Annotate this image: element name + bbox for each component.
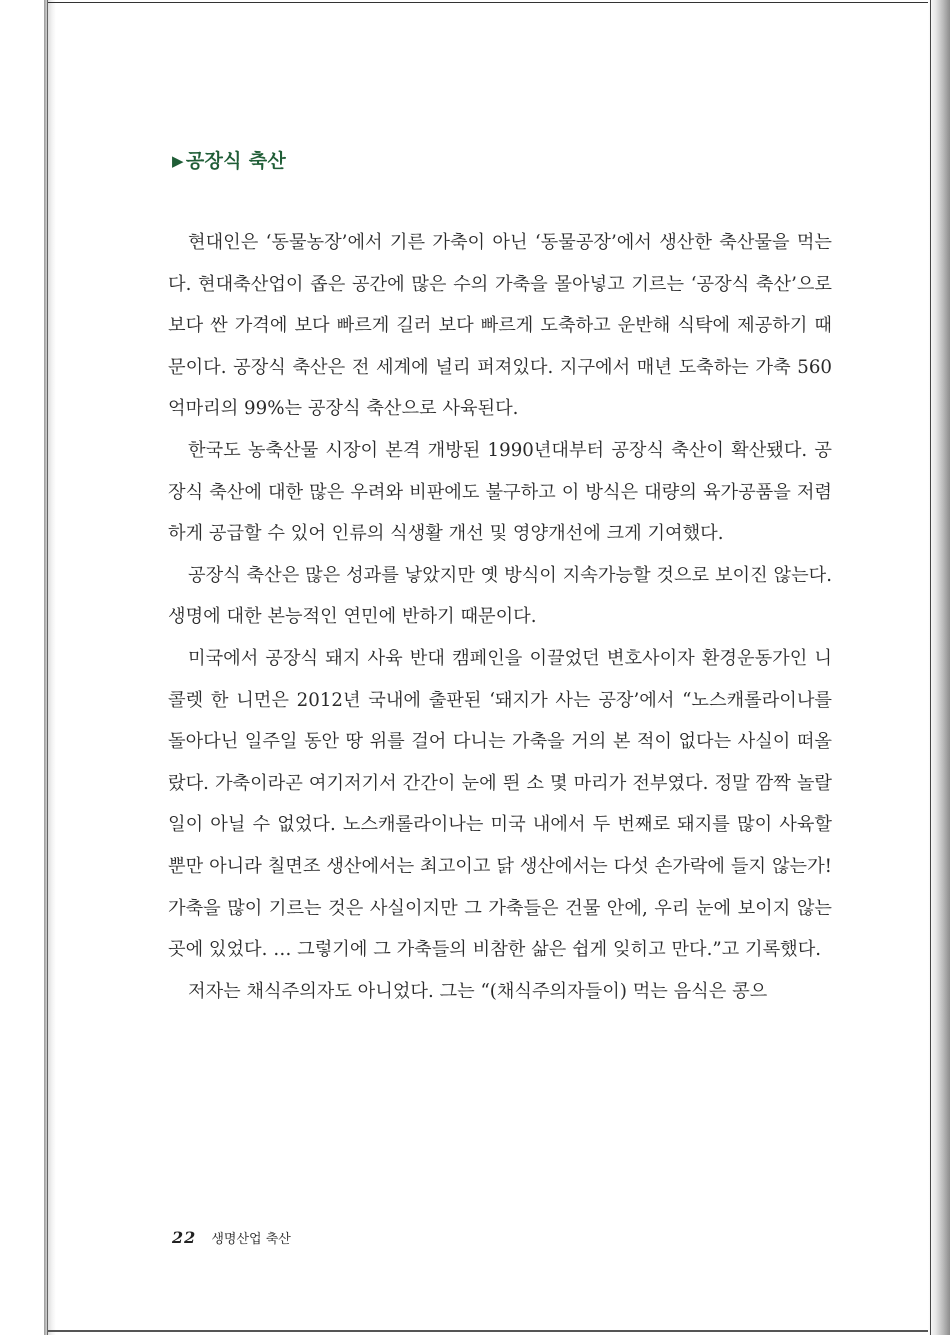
paragraph-3: 공장식 축산은 많은 성과를 낳았지만 옛 방식이 지속가능할 것으로 보이진 않는다. 생명에 대한 본능적인 연민에 반하기 때문이다.: [168, 564, 832, 628]
page-top-edge: [48, 2, 931, 3]
page-right-edge: [930, 0, 931, 1335]
page-footer: [172, 1228, 291, 1247]
triangle-bullet-icon: ▶: [172, 152, 184, 170]
paragraph-1: 현대인은 ‘동물농장’에서 기른 가축이 아닌 ‘동물공장’에서 생산한 축산물을 먹는다. 현대축산업이 좁은 공간에 많은 수의 가축을 몰아넣고 기르는 ‘공장식 축산’으로 보다 싼 가격에 보다 빠르게 길러 보다 빠르게 도축하고 운반해 식탁에 제공하기 때문이다. 공장식 축산은 전 세계에 널리 퍼져있다. 지구에서 매년 도축하는 가축 560억마리의 99%는 공장식 축산으로 사육된다.: [168, 232, 832, 420]
paragraph-5: 저자는 채식주의자도 아니었다. 그는 “(채식주의자들이) 먹는 음식은 콩으: [188, 980, 768, 1002]
page-binding-edge: [47, 0, 48, 1335]
paragraph-4: 미국에서 공장식 돼지 사육 반대 캠페인을 이끌었던 변호사이자 환경운동가인 니콜렛 한 니먼은 2012년 국내에 출판된 ‘돼지가 사는 공장’에서 “노스캐롤라이나를 돌아다닌 일주일 동안 땅 위를 걸어 다니는 가축을 거의 본 적이 없다는 사실이 떠올랐다. 가축이라곤 여기저기서 간간이 눈에 띈 소 몇 마리가 전부였다. 정말 깜짝 놀랄 일이 아닐 수 없었다. 노스캐롤라이나는 미국 내에서 두 번째로 돼지를 많이 사육할 뿐만 아니라 칠면조 생산에서는 최고이고 닭 생산에서는 다섯 손가락에 들지 않는가! 가축을 많이 기르는 것은 사실이지만 그 가축들은 건물 안에, 우리 눈에 보이지 않는 곳에 있었다. … 그렇기에 그 가축들의 비참한 삶은 쉽게 잊히고 만다.”고 기록했다.: [168, 647, 832, 961]
page-right-edge-shadow: [928, 0, 950, 1335]
paragraph-2: 한국도 농축산물 시장이 본격 개방된 1990년대부터 공장식 축산이 확산됐다. 공장식 축산에 대한 많은 우려와 비판에도 불구하고 이 방식은 대량의 육가공품을 저렴하게 공급할 수 있어 인류의 식생활 개선 및 영양개선에 크게 기여했다.: [168, 439, 832, 545]
section-title: 공장식 축산: [185, 150, 287, 172]
body-text: [168, 222, 832, 1012]
book-title: 생명산업 축산: [211, 1232, 291, 1247]
page-bottom-edge: [48, 1330, 931, 1332]
page-binding-shadow: [44, 0, 56, 1335]
section-heading: [172, 146, 286, 173]
page-number: 22: [172, 1228, 197, 1247]
